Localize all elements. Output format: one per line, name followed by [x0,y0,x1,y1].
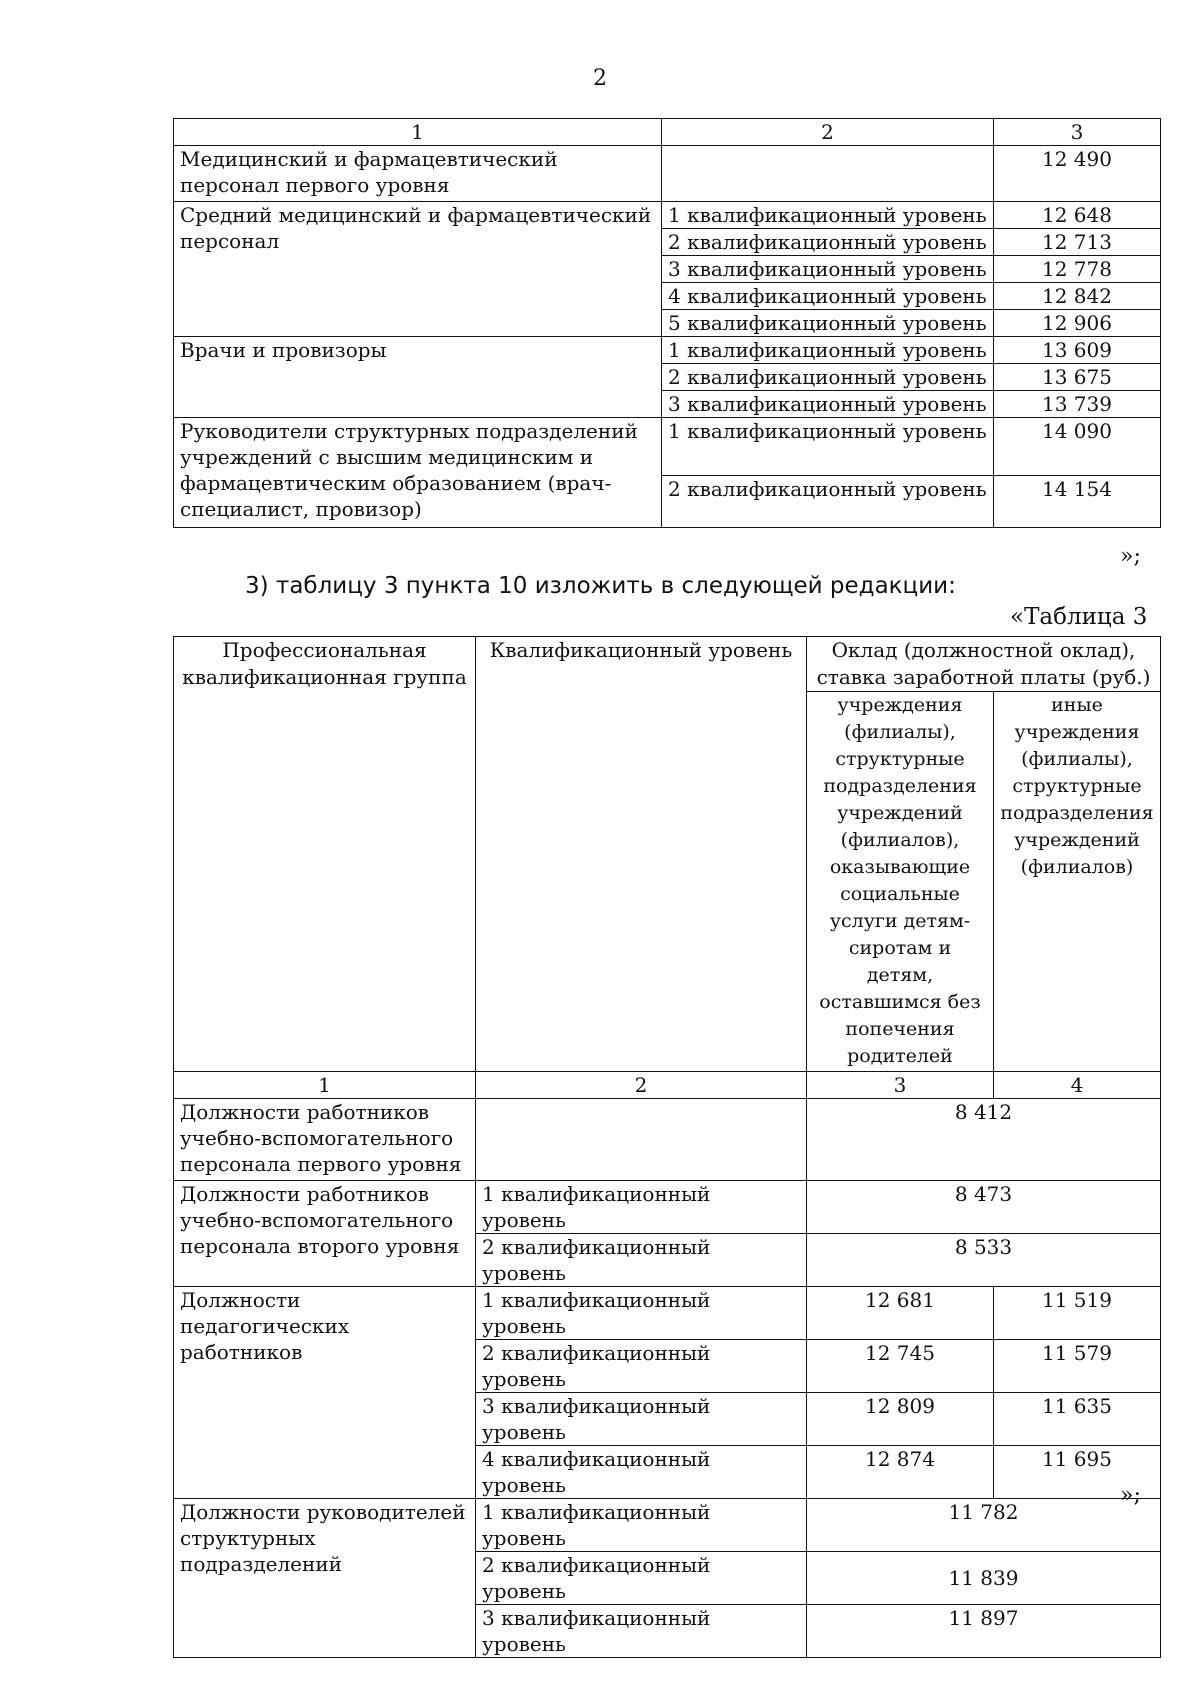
level-cell [662,146,994,202]
level-cell: 2 квалификационный уровень [476,1234,807,1287]
table-row [174,418,1161,476]
qualification-table-education [173,636,1161,1658]
group-name: Медицинский и фармацевтический персонал первого уровня [174,146,662,202]
page-number: 2 [593,66,607,91]
group-name: Руководители структурных подразделений учреждений с высшим медицинским и фармацевтическим образованием (врач-специалист, провизор) [174,418,662,528]
salary-value: 12 713 [994,229,1161,256]
salary-value-orphan: 12 745 [807,1340,994,1393]
group-name: Должности руководителей структурных подразделений [174,1499,476,1658]
table-title: «Таблица 3 [1010,604,1148,630]
salary-value-orphan: 12 809 [807,1393,994,1446]
column-number-2: 2 [476,1072,807,1099]
salary-value: 11 839 [807,1552,1161,1605]
level-cell: 1 квалификационный уровень [662,418,994,476]
closing-quote-2: »; [1120,1483,1141,1508]
level-cell: 2 квалификационный уровень [476,1340,807,1393]
level-cell: 5 квалификационный уровень [662,310,994,337]
level-cell: 1 квалификационный уровень [476,1499,807,1552]
header-salary: Оклад (должностной оклад), ставка заработной платы (руб.) [807,637,1161,692]
column-number-3: 3 [994,119,1161,146]
salary-value: 12 906 [994,310,1161,337]
table-header-row [174,119,1161,146]
salary-value-other: 11 695 [994,1446,1161,1499]
salary-value: 8 412 [807,1099,1161,1181]
table-row [174,146,1161,202]
level-cell: 1 квалификационный уровень [476,1181,807,1234]
amendment-paragraph: 3) таблицу 3 пункта 10 изложить в следующей редакции: [245,573,956,599]
salary-value-orphan: 12 874 [807,1446,994,1499]
group-name: Врачи и провизоры [174,337,662,418]
column-number-2: 2 [662,119,994,146]
header-orphan-institutions: учреждения (филиалы), структурные подразделения учреждений (филиалов), оказывающие социальные услуги детям-сиротам и детям, оставшимся без попечения родителей [807,692,994,1072]
table-row [174,202,1161,229]
level-cell: 1 квалификационный уровень [662,337,994,364]
salary-value: 11 782 [807,1499,1161,1552]
salary-value: 12 842 [994,283,1161,310]
table-row [174,1287,1161,1340]
group-name: Должности педагогических работников [174,1287,476,1499]
level-cell [476,1099,807,1181]
table-number-row [174,1072,1161,1099]
level-cell: 3 квалификационный уровень [662,256,994,283]
salary-value: 13 609 [994,337,1161,364]
salary-value-other: 11 519 [994,1287,1161,1340]
level-cell: 2 квалификационный уровень [662,229,994,256]
level-cell: 2 квалификационный уровень [476,1552,807,1605]
salary-value: 12 490 [994,146,1161,202]
salary-value: 13 739 [994,391,1161,418]
table-row [174,337,1161,364]
salary-value-other: 11 635 [994,1393,1161,1446]
salary-value: 11 897 [807,1605,1161,1658]
header-other-institutions: иные учреждения (филиалы), структурные подразделения учреждений (филиалов) [994,692,1161,1072]
group-name: Средний медицинский и фармацевтический персонал [174,202,662,337]
header-group: Профессиональная квалификационная группа [174,637,476,1072]
level-cell: 4 квалификационный уровень [662,283,994,310]
level-cell: 1 квалификационный уровень [476,1287,807,1340]
salary-value-other: 11 579 [994,1340,1161,1393]
group-name: Должности работников учебно-вспомогательного персонала первого уровня [174,1099,476,1181]
salary-value-orphan: 12 681 [807,1287,994,1340]
qualification-table-medical [173,118,1161,528]
salary-value: 14 154 [994,476,1161,528]
level-cell: 2 квалификационный уровень [662,364,994,391]
header-level: Квалификационный уровень [476,637,807,1072]
column-number-1: 1 [174,119,662,146]
column-number-4: 4 [994,1072,1161,1099]
level-cell: 3 квалификационный уровень [476,1393,807,1446]
salary-value: 12 648 [994,202,1161,229]
level-cell: 3 квалификационный уровень [662,391,994,418]
salary-value: 12 778 [994,256,1161,283]
salary-value: 14 090 [994,418,1161,476]
table-row [174,1181,1161,1234]
level-cell: 2 квалификационный уровень [662,476,994,528]
level-cell: 1 квалификационный уровень [662,202,994,229]
level-cell: 4 квалификационный уровень [476,1446,807,1499]
column-number-3: 3 [807,1072,994,1099]
salary-value: 8 533 [807,1234,1161,1287]
salary-value: 8 473 [807,1181,1161,1234]
column-number-1: 1 [174,1072,476,1099]
salary-value: 13 675 [994,364,1161,391]
level-cell: 3 квалификационный уровень [476,1605,807,1658]
closing-quote-1: »; [1120,544,1141,569]
table-row [174,1499,1161,1552]
group-name: Должности работников учебно-вспомогательного персонала второго уровня [174,1181,476,1287]
table-row [174,1099,1161,1181]
table-header-row [174,637,1161,692]
